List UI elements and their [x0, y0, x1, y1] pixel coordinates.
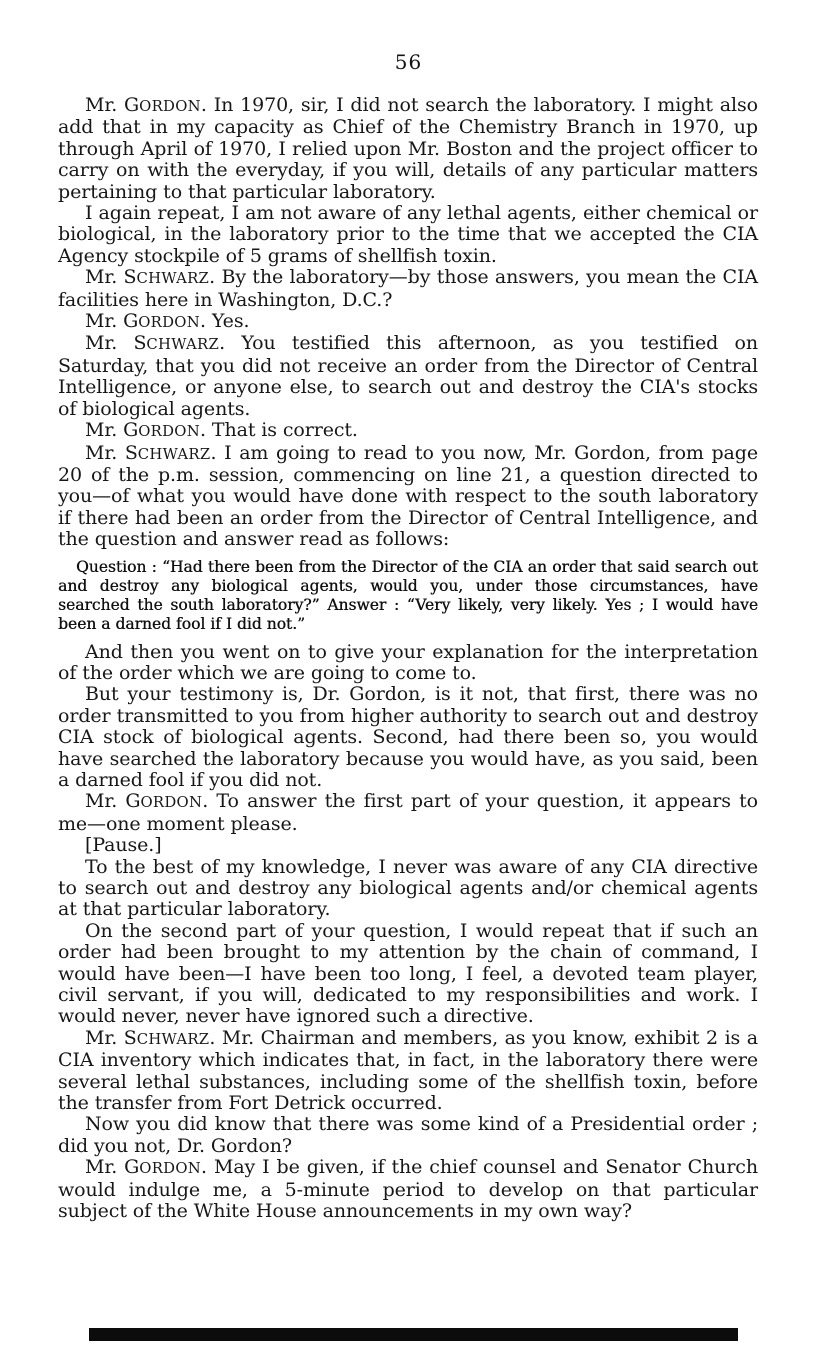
transcript-paragraph: Mr. GORDON. To answer the first part of your question, it appears to me—one moment please.: [58, 790, 758, 835]
speaker-name: Mr. GORDON.: [85, 1156, 214, 1179]
transcript-paragraph: Mr. GORDON. Yes.: [85, 310, 250, 333]
transcript-paragraph: Mr. SCHWARZ. Mr. Chairman and members, as you know, exhibit 2 is a CIA inventory which indicates that, in fact, in the laboratory there were several lethal substances, including some of the shellfish toxin, before the transfer from Fort Detrick occurred.: [58, 1026, 758, 1115]
transcript-paragraph: Mr. SCHWARZ. I am going to read to you now, Mr. Gordon, from page 20 of the p.m. session, commencing on line 21, a question directed to you—of what you would have done with respect to the south laboratory if there had been an order from the Director of Central Intelligence, and the question and answer read as follows:: [58, 441, 758, 551]
speaker-name: Mr. SCHWARZ.: [85, 266, 222, 289]
transcript-paragraph: But your testimony is, Dr. Gordon, is it not, that first, there was no order transmitted to you from higher authority to search out and destroy CIA stock of biological agents. Second, had there been so, you would have searched the laboratory because you would have, as you said, been a darned fool if you did not.: [58, 683, 758, 791]
speaker-name: Mr. GORDON.: [85, 310, 212, 333]
transcript-paragraph: On the second part of your question, I would repeat that if such an order had been brought to my attention by the chain of command, I would have been—I have been too long, I feel, a devoted team player, civil servant, if you will, dedicated to my responsibilities and work. I would never, never have ignored such a directive.: [58, 919, 758, 1028]
speaker-name: Mr. SCHWARZ.: [85, 332, 242, 355]
transcript-paragraph: Mr. GORDON. May I be given, if the chief counsel and Senator Church would indulge me, a 5-minute period to develop on that particular subject of the White House announcements in my own way?: [58, 1156, 758, 1223]
transcript-paragraph: To the best of my knowledge, I never was aware of any CIA directive to search out and destroy any biological agents and/or chemical agents at that particular laboratory.: [58, 855, 758, 921]
transcript-body: [58, 95, 758, 1223]
transcript-paragraph: Mr. GORDON. In 1970, sir, I did not search the laboratory. I might also add that in my capacity as Chief of the Chemistry Branch in 1970, up through April of 1970, I relied upon Mr. Boston and the project officer to carry on with the everyday, if you will, details of any particular matters pertaining to that particular laboratory.: [58, 94, 758, 203]
transcript-paragraph: And then you went on to give your explanation for the interpretation of the order which we are going to come to.: [58, 640, 758, 684]
transcript-paragraph: Mr. SCHWARZ. You testified this afternoon, as you testified on Saturday, that you did not receive an order from the Director of Central Intelligence, or anyone else, to search out and destroy the CIA's stocks of biological agents.: [58, 332, 758, 420]
page-number: 56: [394, 50, 423, 74]
speaker-name: Mr. SCHWARZ.: [85, 441, 225, 464]
transcript-paragraph: Now you did know that there was some kind of a Presidential order ; did you not, Dr. Gordon?: [58, 1113, 758, 1157]
scan-artifact-bar: [89, 1328, 738, 1341]
transcript-paragraph: I again repeat, I am not aware of any lethal agents, either chemical or biological, in the laboratory prior to the time that we accepted the CIA Agency stockpile of 5 grams of shellfish toxin.: [58, 202, 758, 267]
speaker-name: Mr. GORDON.: [85, 790, 217, 813]
transcript-paragraph: Mr. GORDON. That is correct.: [85, 419, 358, 442]
transcript-paragraph: [Pause.]: [85, 834, 162, 857]
speaker-name: Mr. SCHWARZ.: [85, 1026, 222, 1049]
transcript-paragraph: Mr. SCHWARZ. By the laboratory—by those answers, you mean the CIA facilities here in Washington, D.C.?: [58, 266, 758, 311]
testimony-excerpt: Question : “Had there been from the Director of the CIA an order that said search out and destroy any biological agents, would you, under those circumstances, have searched the south laboratory?” Answer : “Very likely, very likely. Yes ; I would have been a darned fool if I did not.”: [58, 557, 758, 633]
speaker-name: Mr. GORDON.: [85, 419, 212, 442]
speaker-name: Mr. GORDON.: [85, 94, 214, 116]
